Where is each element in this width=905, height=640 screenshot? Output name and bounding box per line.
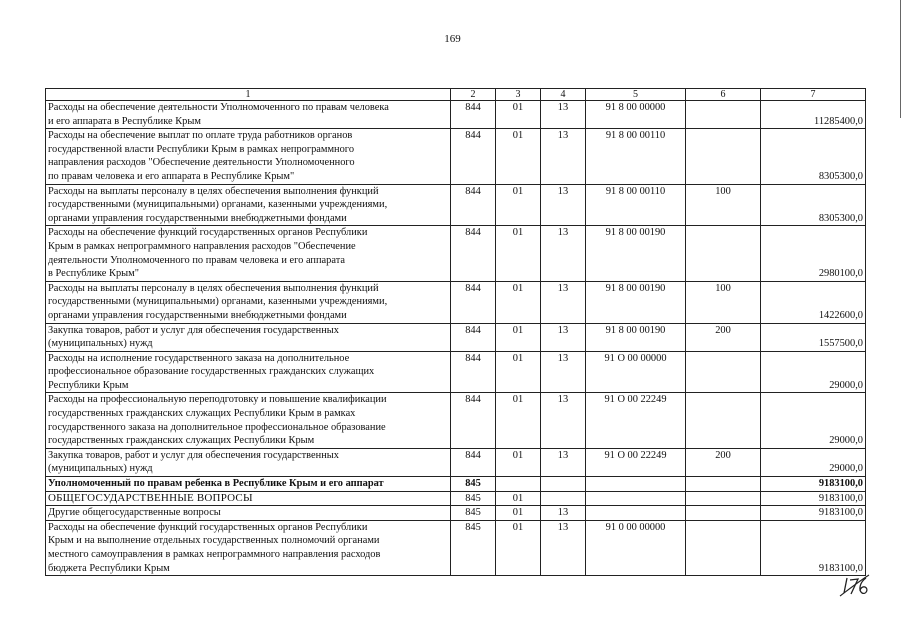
row-description: Другие общегосударственные вопросы <box>46 506 451 521</box>
column-header: 7 <box>761 89 866 101</box>
row-target-article: 91 0 00 00000 <box>586 520 686 575</box>
row-target-article: 91 8 00 00110 <box>586 129 686 184</box>
row-admin-code: 844 <box>451 101 496 129</box>
row-amount: 11285400,0 <box>761 101 866 129</box>
handwritten-page-mark <box>838 572 872 598</box>
row-target-article: 91 О 00 00000 <box>586 351 686 393</box>
row-target-article: 91 О 00 22249 <box>586 393 686 448</box>
row-subsection-code: 13 <box>541 226 586 281</box>
row-target-article: 91 О 00 22249 <box>586 448 686 476</box>
row-admin-code: 844 <box>451 129 496 184</box>
row-amount: 9183100,0 <box>761 520 866 575</box>
row-subsection-code: 13 <box>541 506 586 521</box>
table-row <box>46 101 866 129</box>
row-subsection-code: 13 <box>541 184 586 226</box>
row-section-code: 01 <box>496 491 541 506</box>
row-expense-type <box>686 491 761 506</box>
row-admin-code: 844 <box>451 351 496 393</box>
scan-edge-line <box>900 0 901 118</box>
column-header: 2 <box>451 89 496 101</box>
row-expense-type <box>686 101 761 129</box>
table-body <box>46 89 866 576</box>
row-subsection-code: 13 <box>541 281 586 323</box>
row-description: Расходы на обеспечение выплат по оплате труда работников органов государственной власти Республики Крым в рамках непрограммного направления расходов "Обеспечение деятельности Уполномоченного по правам человека и его аппарата в Республике Крым" <box>46 129 451 184</box>
row-admin-code: 844 <box>451 184 496 226</box>
row-expense-type: 200 <box>686 448 761 476</box>
table-row <box>46 491 866 506</box>
row-admin-code: 845 <box>451 491 496 506</box>
table-row <box>46 184 866 226</box>
table-row <box>46 323 866 351</box>
table-row <box>46 393 866 448</box>
row-subsection-code: 13 <box>541 520 586 575</box>
row-description: Расходы на обеспечение функций государственных органов Республики Крым и на выполнение отдельных государственных полномочий органами местного самоуправления в рамках непрограммного направления расходов бюджета Республики Крым <box>46 520 451 575</box>
row-description: Расходы на исполнение государственного заказа на дополнительное профессиональное образование государственных гражданских служащих Республики Крым <box>46 351 451 393</box>
row-section-code: 01 <box>496 351 541 393</box>
row-amount: 9183100,0 <box>761 491 866 506</box>
row-description: Закупка товаров, работ и услуг для обеспечения государственных (муниципальных) нужд <box>46 448 451 476</box>
row-expense-type <box>686 351 761 393</box>
row-admin-code: 844 <box>451 448 496 476</box>
column-header: 4 <box>541 89 586 101</box>
row-subsection-code: 13 <box>541 129 586 184</box>
row-section-code <box>496 477 541 492</box>
row-target-article <box>586 477 686 492</box>
row-admin-code: 845 <box>451 520 496 575</box>
row-section-code: 01 <box>496 184 541 226</box>
row-subsection-code: 13 <box>541 393 586 448</box>
row-target-article <box>586 506 686 521</box>
row-subsection-code <box>541 491 586 506</box>
row-target-article: 91 8 00 00190 <box>586 281 686 323</box>
row-description: Расходы на профессиональную переподготовку и повышение квалификации государственных гражданских служащих Республики Крым в рамках государственного заказа на дополнительное профессиональное образование государственных гражданских служащих Республики Крым <box>46 393 451 448</box>
column-header: 1 <box>46 89 451 101</box>
row-subsection-code: 13 <box>541 101 586 129</box>
table-row <box>46 477 866 492</box>
row-section-code: 01 <box>496 226 541 281</box>
table-row <box>46 226 866 281</box>
row-expense-type <box>686 393 761 448</box>
row-description: Уполномоченный по правам ребенка в Республике Крым и его аппарат <box>46 477 451 492</box>
row-amount: 8305300,0 <box>761 129 866 184</box>
row-subsection-code: 13 <box>541 323 586 351</box>
row-amount: 9183100,0 <box>761 506 866 521</box>
row-section-code: 01 <box>496 101 541 129</box>
table-row <box>46 129 866 184</box>
column-header: 5 <box>586 89 686 101</box>
table-row <box>46 506 866 521</box>
row-expense-type: 100 <box>686 184 761 226</box>
page-number: 169 <box>444 33 461 45</box>
table-row <box>46 351 866 393</box>
row-amount: 1557500,0 <box>761 323 866 351</box>
row-section-code: 01 <box>496 323 541 351</box>
row-amount: 1422600,0 <box>761 281 866 323</box>
row-subsection-code <box>541 477 586 492</box>
row-section-code: 01 <box>496 506 541 521</box>
row-admin-code: 844 <box>451 323 496 351</box>
row-description: Расходы на обеспечение деятельности Уполномоченного по правам человека и его аппарата в Республике Крым <box>46 101 451 129</box>
row-expense-type <box>686 506 761 521</box>
row-description: Расходы на обеспечение функций государственных органов Республики Крым в рамках непрограммного направления расходов "Обеспечение деятельности Уполномоченного по правам человека и его аппарата в Республике Крым" <box>46 226 451 281</box>
row-target-article: 91 8 00 00190 <box>586 323 686 351</box>
row-description: Расходы на выплаты персоналу в целях обеспечения выполнения функций государственными (муниципальными) органами, казенными учреждениями, органами управления государственными внебюджетными фондами <box>46 184 451 226</box>
row-description: Расходы на выплаты персоналу в целях обеспечения выполнения функций государственными (муниципальными) органами, казенными учреждениями, органами управления государственными внебюджетными фондами <box>46 281 451 323</box>
column-header: 3 <box>496 89 541 101</box>
row-section-code: 01 <box>496 129 541 184</box>
row-amount: 29000,0 <box>761 448 866 476</box>
header-row <box>46 89 866 101</box>
row-admin-code: 844 <box>451 393 496 448</box>
row-description: ОБЩЕГОСУДАРСТВЕННЫЕ ВОПРОСЫ <box>46 491 451 506</box>
row-section-code: 01 <box>496 393 541 448</box>
row-section-code: 01 <box>496 520 541 575</box>
row-amount: 29000,0 <box>761 351 866 393</box>
row-expense-type: 200 <box>686 323 761 351</box>
row-expense-type <box>686 226 761 281</box>
table-row <box>46 520 866 575</box>
column-header: 6 <box>686 89 761 101</box>
row-expense-type <box>686 477 761 492</box>
table-row <box>46 448 866 476</box>
row-admin-code: 844 <box>451 226 496 281</box>
row-target-article: 91 8 00 00110 <box>586 184 686 226</box>
row-amount: 9183100,0 <box>761 477 866 492</box>
row-target-article <box>586 491 686 506</box>
row-amount: 8305300,0 <box>761 184 866 226</box>
row-target-article: 91 8 00 00190 <box>586 226 686 281</box>
row-section-code: 01 <box>496 448 541 476</box>
row-expense-type: 100 <box>686 281 761 323</box>
row-target-article: 91 8 00 00000 <box>586 101 686 129</box>
row-amount: 2980100,0 <box>761 226 866 281</box>
row-expense-type <box>686 129 761 184</box>
row-admin-code: 845 <box>451 506 496 521</box>
row-section-code: 01 <box>496 281 541 323</box>
row-expense-type <box>686 520 761 575</box>
row-description: Закупка товаров, работ и услуг для обеспечения государственных (муниципальных) нужд <box>46 323 451 351</box>
row-admin-code: 844 <box>451 281 496 323</box>
budget-table <box>45 88 866 576</box>
row-subsection-code: 13 <box>541 448 586 476</box>
row-subsection-code: 13 <box>541 351 586 393</box>
row-amount: 29000,0 <box>761 393 866 448</box>
row-admin-code: 845 <box>451 477 496 492</box>
table-row <box>46 281 866 323</box>
